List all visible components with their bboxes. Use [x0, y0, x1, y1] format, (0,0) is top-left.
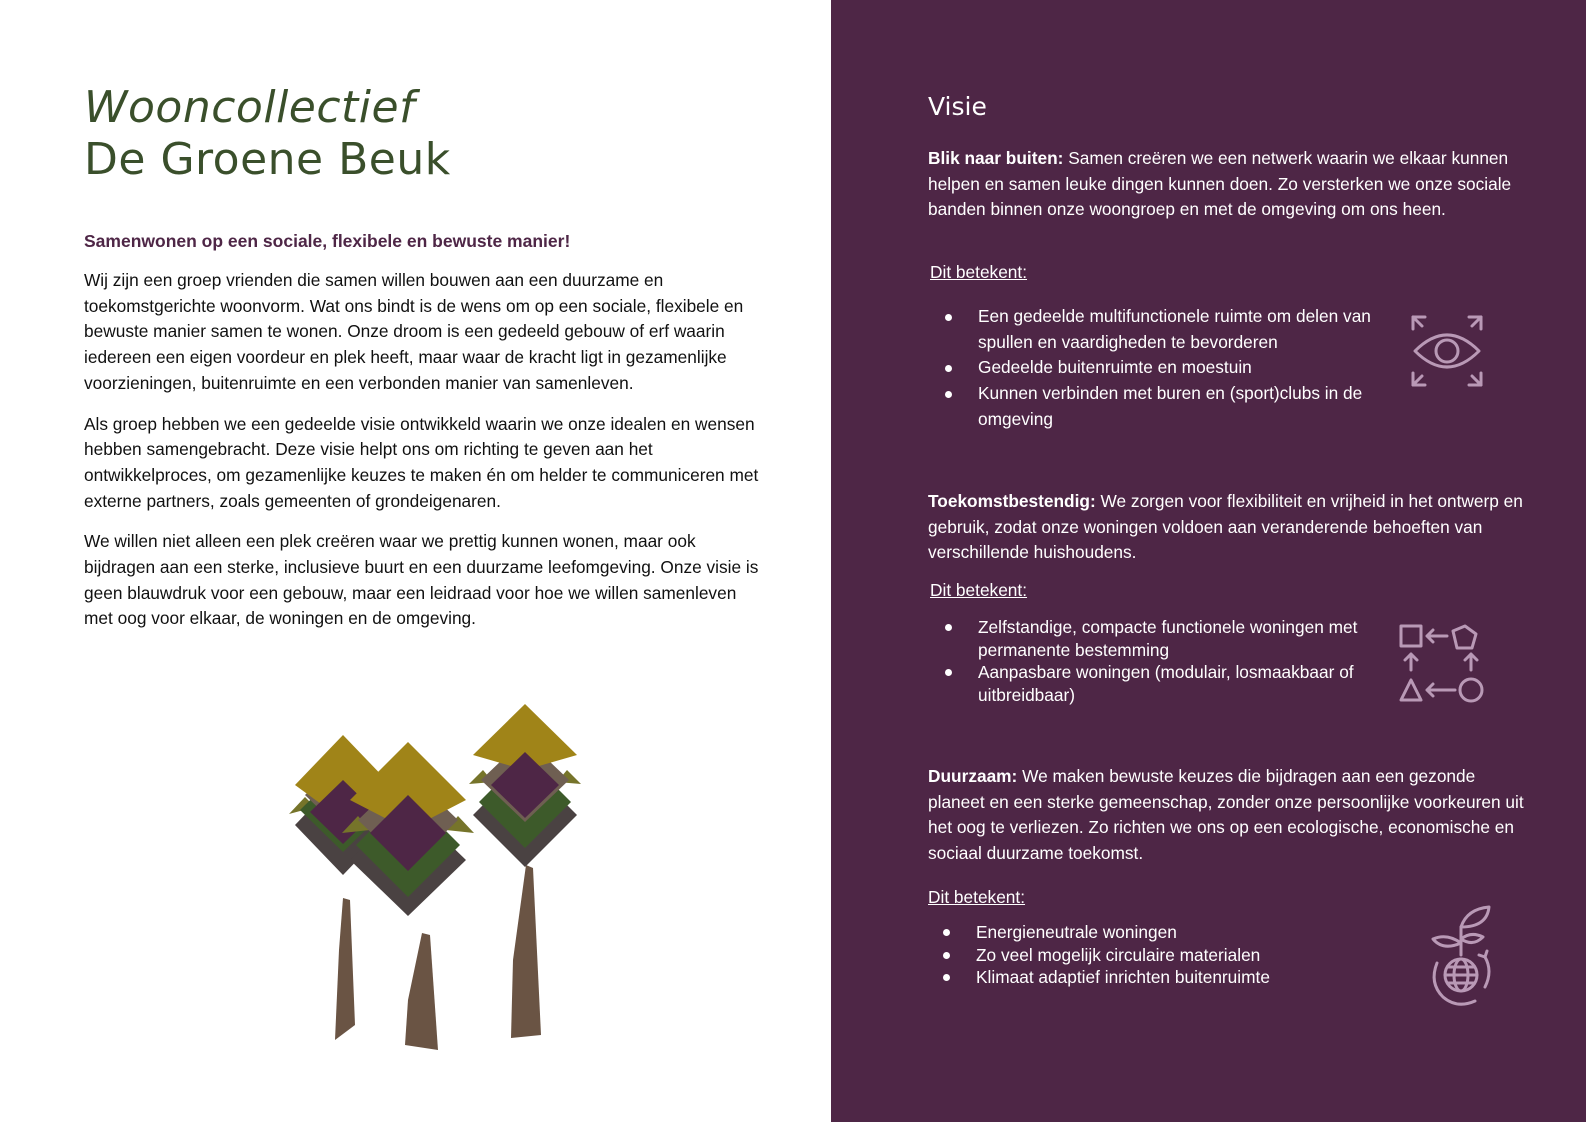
plant-globe-icon: [1427, 905, 1499, 1013]
section-heading: Duurzaam:: [928, 766, 1018, 786]
section-heading: Blik naar buiten:: [928, 148, 1064, 168]
list-item: Klimaat adaptief inrichten buitenruimte: [941, 966, 1391, 989]
section-paragraph: [928, 146, 1528, 223]
list-item: Gedeelde buitenruimte en moestuin: [943, 355, 1393, 381]
section-paragraph: [928, 764, 1528, 867]
list-item: Zelfstandige, compacte functionele woningen met permanente bestemming: [943, 616, 1393, 661]
intro-text: [84, 268, 759, 647]
dit-betekent-label: Dit betekent:: [930, 580, 1028, 600]
dit-betekent-label: Dit betekent:: [930, 262, 1028, 282]
tree-3: [469, 704, 581, 1038]
tree-2: [342, 742, 474, 1050]
section-heading: Toekomstbestendig:: [928, 491, 1096, 511]
list-item: Kunnen verbinden met buren en (sport)clubs in de omgeving: [943, 381, 1393, 432]
section-text: We maken bewuste keuzes die bijdragen aan een gezonde planeet en een sterke gemeenschap, zonder onze persoonlijke voorkeuren uit het oog te verliezen. Zo richten we ons op een ecologische, economische en sociaal duurzame toekomst.: [928, 766, 1524, 864]
title-de-groene-beuk: De Groene Beuk: [84, 134, 451, 185]
intro-paragraph: Als groep hebben we een gedeelde visie ontwikkeld waarin we onze idealen en wensen hebben samengebracht. Deze visie helpt ons om richting te geven aan het ontwikkelproces, om gezamenlijke keuzes te maken én om helder te communiceren met externe partners, zoals gemeenten of grondeigenaren.: [84, 413, 759, 511]
bullet-list: [941, 921, 1391, 989]
visie-title: Visie: [928, 92, 987, 121]
list-item: Aanpasbare woningen (modulair, losmaakbaar of uitbreidbaar): [943, 661, 1393, 706]
section-paragraph: [928, 489, 1528, 566]
section-blik-naar-buiten: [928, 146, 1528, 223]
dit-betekent-label: Dit betekent:: [928, 887, 1026, 907]
list-item: Een gedeelde multifunctionele ruimte om delen van spullen en vaardigheden te bevorderen: [943, 304, 1393, 355]
intro-paragraph: We willen niet alleen een plek creëren waar we prettig kunnen wonen, maar ook bijdragen aan een sterke, inclusieve buurt en een duurzame leefomgeving. Onze visie is geen blauwdruk voor een gebouw, maar een leidraad voor hoe we willen samenleven met oog voor elkaar, de woningen en de omgeving.: [84, 531, 759, 629]
tree-logo-illustration: [230, 700, 600, 1065]
intro-paragraph: Wij zijn een groep vrienden die samen willen bouwen aan een duurzame en toekomstgerichte woonvorm. Wat ons bindt is de wens om op een sociale, flexibele en bewuste manier samen te wonen. Onze droom is een gedeeld gebouw of erf waarin iedereen een eigen voordeur en plek heeft, maar waar de kracht ligt in gezamenlijke voorzieningen, buitenruimte en een verbonden manier van samenleven.: [84, 270, 744, 393]
bullet-list: [943, 616, 1393, 706]
shapes-transform-icon: [1397, 622, 1485, 708]
visie-panel: [831, 0, 1586, 1122]
title-wooncollectief: Wooncollectief: [84, 82, 416, 133]
list-item: Zo veel mogelijk circulaire materialen: [941, 944, 1391, 967]
bullet-list: [943, 304, 1393, 433]
section-text: We zorgen voor flexibiliteit en vrijheid in het ontwerp en gebruik, zodat onze woningen voldoen aan veranderende behoeften van verschillende huishoudens.: [928, 491, 1523, 563]
intro-subtitle: Samenwonen op een sociale, flexibele en bewuste manier!: [84, 231, 571, 251]
section-duurzaam: [928, 764, 1528, 867]
section-toekomstbestendig: [928, 489, 1528, 566]
eye-icon: [1409, 313, 1485, 389]
section-text: Samen creëren we een netwerk waarin we elkaar kunnen helpen en samen leuke dingen kunnen doen. Zo versterken we onze sociale banden binnen onze woongroep en met de omgeving om ons heen.: [928, 148, 1512, 220]
list-item: Energieneutrale woningen: [941, 921, 1391, 944]
